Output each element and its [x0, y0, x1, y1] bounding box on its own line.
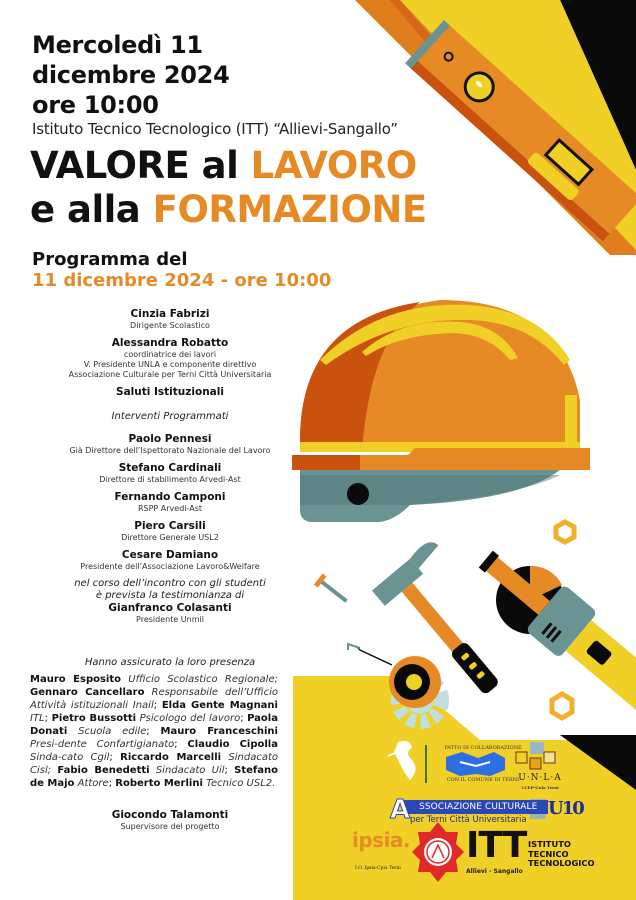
program-heading — [32, 249, 331, 291]
event-month-year: dicembre 2024 — [32, 61, 230, 89]
itt-subtitle: Allievi - Sangallo — [466, 868, 523, 875]
presence-list: Mauro Esposito Ufficio Scolastico Regionale; Gennaro Cancellaro Responsabile dell’Ufficio Attività istituzionali Inail; Elda Gente Magnani ITL; Pietro Bussotti Psicologo del lavoro; Paola Donati Scuola edile; Mauro Franceschini Presi-dente Confartigianato; Claudio Cipolla Sinda-cato Cgil; Riccardo Marcelli Sindacato Cisl; Fabio Benedetti Sindacato Uil; Stefano de Majo Attore; Roberto Merlini Tecnico USL2. — [30, 674, 278, 789]
unla-subtitle: CCEP-Unla Terni — [521, 785, 559, 790]
itt-logo: ITT — [466, 825, 527, 866]
speaker-name: Cinzia Fabrizi — [130, 308, 210, 320]
program-item — [30, 462, 310, 485]
guest-name: Mauro Esposito — [30, 674, 122, 685]
event-day: Mercoledì 11 — [32, 31, 203, 59]
itt-full-line: ISTITUTO — [528, 839, 571, 849]
guest-role: Psicologo del lavoro — [139, 713, 241, 724]
program-item — [30, 520, 310, 543]
guest-role: Sinda-cato Cgil — [30, 752, 110, 763]
program-label: Programma del — [32, 249, 188, 270]
event-time: ore 10:00 — [32, 91, 159, 119]
title-part-2: e alla — [30, 188, 153, 231]
speaker-role: coordinatrice dei lavori — [123, 350, 217, 359]
guest-name: Fabio Benedetti — [57, 765, 150, 776]
speaker-role: V. Presidente UNLA e componente direttivo — [83, 360, 257, 369]
guest-name: Elda Gente Magnani — [161, 700, 278, 711]
greetings-label: Saluti Istituzionali — [116, 386, 224, 398]
guest-name: Roberto Merlini — [115, 778, 203, 789]
program-item — [30, 433, 310, 456]
supervisor-role: Supervisore del progetto — [120, 822, 220, 831]
speaker-role: Direttore Generale USL2 — [121, 533, 219, 542]
testimony-text: nel corso dell’incontro con gli studenti — [74, 578, 266, 589]
supervisor-name: Giocondo Talamonti — [111, 809, 229, 821]
guest-role: Sindacato Cisl; — [30, 752, 278, 776]
testimony-text: è prevista la testimonianza di — [95, 590, 245, 601]
guest-name: Gennaro Cancellaro — [30, 687, 145, 698]
guest-name: Stefano de Majo — [30, 765, 278, 789]
supervisor — [30, 809, 310, 832]
speaker-name: Paolo Pennesi — [128, 433, 212, 445]
guest-name: Claudio Cipolla — [187, 739, 278, 750]
testimony — [30, 578, 310, 625]
speaker-role: Già Direttore dell’Ispettorato Nazionale del Lavoro — [69, 446, 271, 455]
title-highlight-1: LAVORO — [250, 144, 417, 187]
speaker-name: Piero Carsili — [134, 520, 206, 532]
itt-full-line: TECNICO — [528, 848, 569, 859]
program-date: 11 dicembre 2024 - ore 10:00 — [32, 270, 332, 291]
itt-full-name — [528, 840, 595, 869]
ipsia-logo: ipsia. — [352, 828, 411, 852]
itt-full-line: TECNOLOGICO — [528, 858, 595, 868]
program-item — [30, 549, 310, 572]
program-item — [30, 491, 310, 514]
speaker-role: RSPP Arvedi-Ast — [137, 504, 203, 513]
program-item — [30, 308, 310, 331]
guest-name: Pietro Bussotti — [51, 713, 137, 724]
guest-name: Riccardo Marcelli — [120, 752, 222, 763]
title-highlight-2: FORMAZIONE — [152, 188, 427, 231]
speaker-name: Alessandra Robatto — [111, 337, 229, 349]
speaker-role: Dirigente Scolastico — [130, 321, 210, 330]
patto-top-text: PATTO DI COLLABORAZIONE — [444, 745, 522, 751]
presence-heading: Hanno assicurato la loro presenza — [84, 657, 256, 668]
guest-role: Responsabile dell’Ufficio Attività istituzionali Inail — [30, 687, 278, 711]
testimony-role: Presidente Unmil — [136, 615, 204, 624]
nail-illustration — [314, 574, 351, 607]
unla-title: U·N·L·A — [518, 773, 562, 783]
hard-hat-illustration — [292, 300, 590, 522]
talks-heading: Interventi Programmati — [111, 411, 229, 422]
speaker-role: Direttore di stabilimento Arvedi-Ast — [99, 475, 241, 484]
speaker-name: Stefano Cardinali — [118, 462, 222, 474]
guest-name: Mauro Franceschini — [160, 726, 278, 737]
association-subtitle: per Terni Città Universitaria — [410, 815, 527, 825]
guest-name: Paola Donati — [30, 713, 278, 737]
speaker-role: Associazione Culturale per Terni Città Universitaria — [68, 370, 272, 379]
association-initial: A — [390, 795, 411, 825]
guest-role: Scuola edile — [78, 726, 147, 737]
ipsia-subtitle: I.O. Ipsia-Cpia Terni — [355, 866, 401, 871]
guest-role: Presi-dente Confartigianato — [30, 739, 175, 750]
event-title — [30, 144, 427, 232]
program-item — [30, 337, 310, 380]
guest-role: Ufficio Scolastico Regionale; — [128, 674, 278, 685]
school-name: Istituto Tecnico Tecnologico (ITT) “Allievi-Sangallo” — [32, 120, 398, 138]
u10-logo: U10 — [548, 798, 583, 819]
speaker-role: Presidente dell’Associazione Lavoro&Welfare — [80, 562, 260, 571]
association-name: SSOCIAZIONE CULTURALE — [402, 800, 548, 814]
speaker-name: Fernando Camponi — [114, 491, 226, 503]
testimony-name: Gianfranco Colasanti — [108, 602, 232, 614]
guest-role: Sindacato Uil — [155, 765, 225, 776]
patto-bottom-text: CON IL COMUNE DI TERNI — [446, 777, 520, 783]
guest-role: ITL — [30, 713, 45, 724]
guest-role: Attore — [77, 778, 109, 789]
speaker-name: Cesare Damiano — [121, 549, 219, 561]
program-list — [30, 308, 310, 631]
title-part-1: VALORE al — [30, 144, 251, 187]
guest-role: Tecnico USL2. — [206, 778, 276, 789]
event-date — [32, 30, 229, 120]
